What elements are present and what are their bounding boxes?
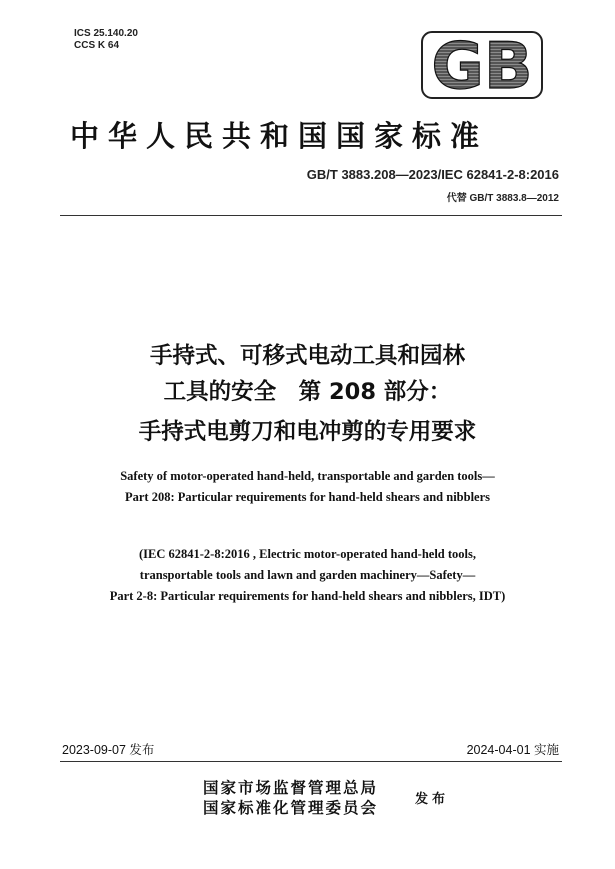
standard-number: GB/T 3883.208—2023/IEC 62841-2-8:2016 (306, 167, 559, 182)
ics-code: ICS 25.140.20 (74, 28, 138, 39)
implementation-date: 2024-04-01 实施 (466, 743, 559, 757)
publication-date: 2023-09-07 发布 (62, 743, 155, 757)
iec-reference-line-1: (IEC 62841-2-8:2016 , Electric motor-operated hand-held tools, (139, 547, 476, 561)
replaces-standard: 代替 GB/T 3883.8—2012 (446, 193, 559, 204)
english-title-line-2: Part 208: Particular requirements for hand-held shears and nibblers (124, 490, 491, 504)
english-title-line-1: Safety of motor-operated hand-held, transportable and garden tools— (120, 469, 495, 483)
gb-logo-icon (420, 30, 544, 100)
iec-reference (30, 544, 585, 607)
english-title (60, 466, 555, 508)
chinese-title-line-1: 手持式、可移式电动工具和园林 (149, 343, 465, 369)
ccs-code: CCS K 64 (74, 40, 120, 51)
bottom-divider (60, 761, 562, 762)
chinese-title-line-2: 工具的安全 第 208 部分： (163, 379, 452, 405)
top-divider (60, 215, 562, 216)
issuer-samr: 国家市场监督管理总局 (203, 778, 379, 797)
national-standard-title: 中华人民共和国国家标准 (70, 119, 489, 153)
chinese-title-line-3: 手持式电剪刀和电冲剪的专用要求 (138, 419, 477, 445)
issuing-authorities (203, 778, 378, 818)
iec-reference-line-2: transportable tools and lawn and garden machinery—Safety— (139, 568, 476, 582)
iec-reference-line-3: Part 2-8: Particular requirements for hand-held shears and nibblers, IDT) (109, 589, 506, 603)
issue-label: 发布 (415, 792, 450, 807)
classification-codes (74, 28, 138, 52)
svg-text:GB: GB (431, 30, 533, 100)
issuer-sac: 国家标准化管理委员会 (203, 798, 379, 817)
